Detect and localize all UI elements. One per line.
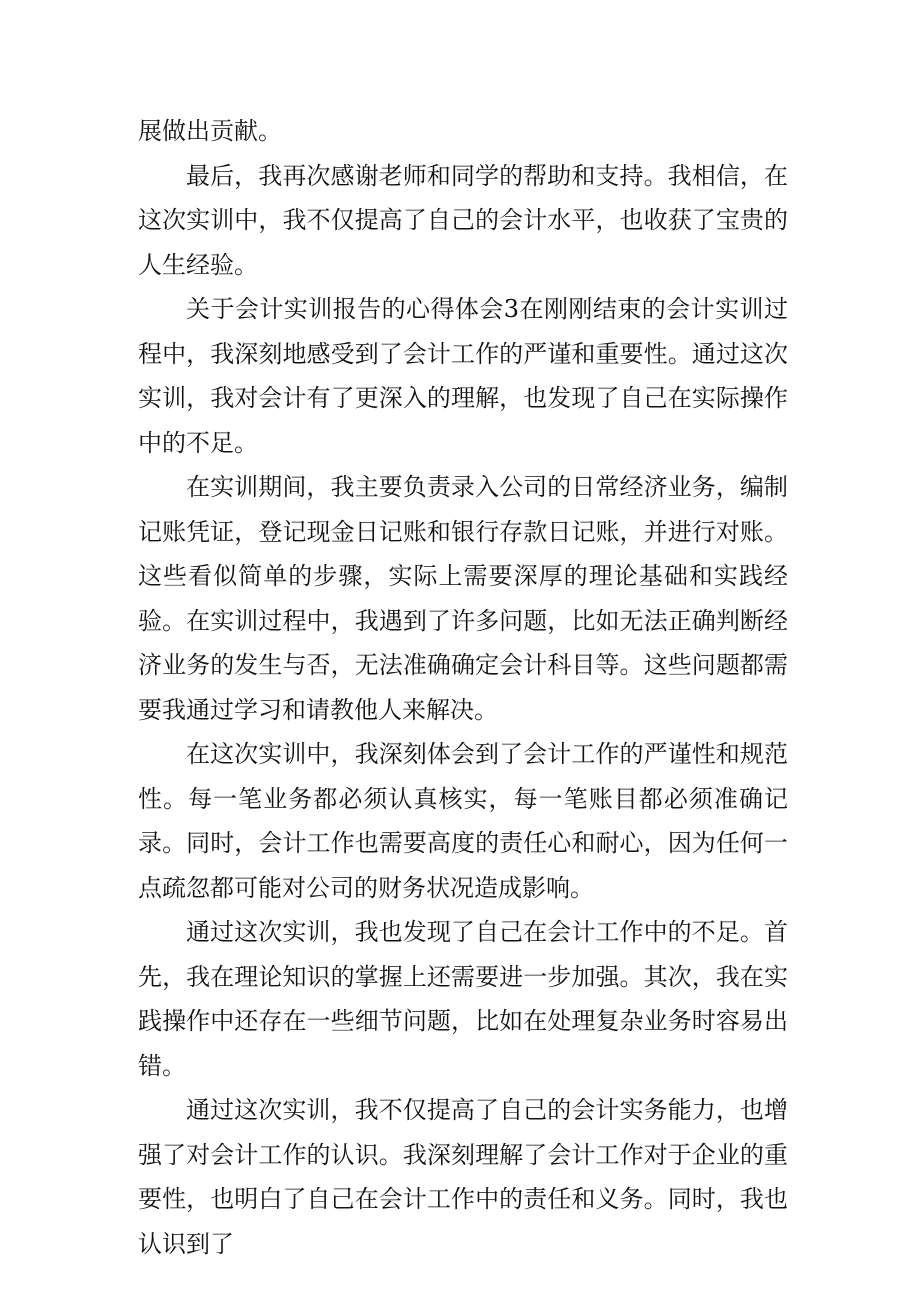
paragraph-4: 在实训期间，我主要负责录入公司的日常经济业务，编制记账凭证，登记现金日记账和银行存款日记账，并进行对账。这些看似简单的步骤，实际上需要深厚的理论基础和实践经验。在实训过程中，我遇到了许多问题，比如无法正确判断经济业务的发生与否，无法准确确定会计科目等。这些问题都需要我通过学习和请教他人来解决。 bbox=[138, 473, 788, 724]
paragraph-7: 通过这次实训，我不仅提高了自己的会计实务能力，也增强了对会计工作的认识。我深刻理解了会计工作对于企业的重要性，也明白了自己在会计工作中的责任和义务。同时，我也认识到了 bbox=[138, 1096, 788, 1258]
paragraph-2: 最后，我再次感谢老师和同学的帮助和支持。我相信，在这次实训中，我不仅提高了自己的会计水平，也收获了宝贵的人生经验。 bbox=[138, 161, 788, 279]
paragraph-3: 关于会计实训报告的心得体会3在刚刚结束的会计实训过程中，我深刻地感受到了会计工作的严谨和重要性。通过这次实训，我对会计有了更深入的理解，也发现了自己在实际操作中的不足。 bbox=[138, 295, 788, 457]
paragraph-1: 展做出贡献。 bbox=[138, 117, 282, 145]
paragraph-5: 在这次实训中，我深刻体会到了会计工作的严谨性和规范性。每一笔业务都必须认真核实，每一笔账目都必须准确记录。同时，会计工作也需要高度的责任心和耐心，因为任何一点疏忽都可能对公司的财务状况造成影响。 bbox=[138, 740, 788, 902]
document-body bbox=[138, 109, 788, 1266]
paragraph-6: 通过这次实训，我也发现了自己在会计工作中的不足。首先，我在理论知识的掌握上还需要进一步加强。其次，我在实践操作中还存在一些细节问题，比如在处理复杂业务时容易出错。 bbox=[138, 918, 788, 1080]
